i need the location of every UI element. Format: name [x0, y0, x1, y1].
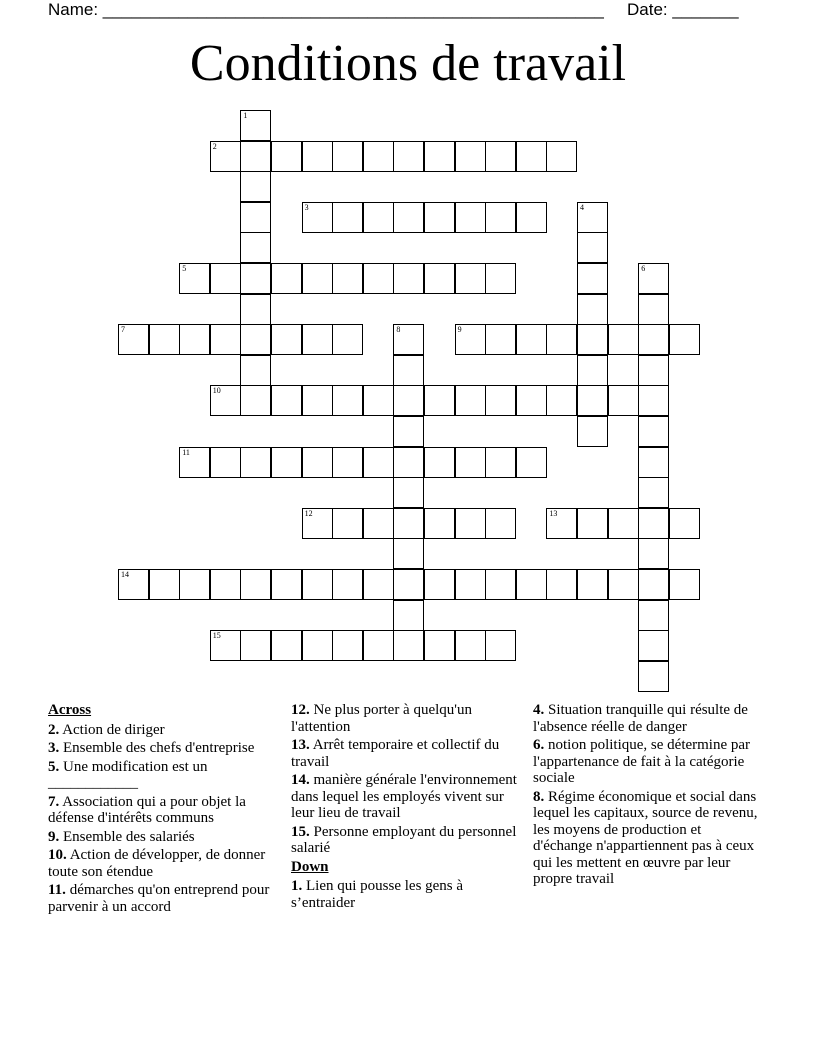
- grid-cell[interactable]: [240, 294, 271, 325]
- page-title: Conditions de travail: [189, 35, 627, 92]
- grid-cell[interactable]: [424, 569, 455, 600]
- grid-cell[interactable]: [577, 232, 608, 263]
- grid-cell[interactable]: [546, 324, 577, 355]
- grid-cell[interactable]: [271, 447, 302, 478]
- grid-cell[interactable]: [393, 508, 424, 539]
- grid-cell[interactable]: [608, 569, 639, 600]
- grid-cell[interactable]: [363, 508, 394, 539]
- grid-cell[interactable]: [240, 447, 271, 478]
- grid-cell[interactable]: [424, 447, 455, 478]
- grid-cell[interactable]: [271, 141, 302, 172]
- grid-cell[interactable]: [393, 416, 424, 447]
- clue-column-2: [291, 702, 521, 913]
- grid-cell[interactable]: [302, 447, 333, 478]
- grid-cell[interactable]: [669, 508, 700, 539]
- grid-cell[interactable]: [485, 385, 516, 416]
- grid-cell[interactable]: [516, 202, 547, 233]
- grid-cell[interactable]: [577, 202, 608, 233]
- grid-cell[interactable]: [393, 385, 424, 416]
- grid-cell[interactable]: [393, 141, 424, 172]
- clue-across-9: 9. Ensemble des salariés: [48, 828, 195, 845]
- grid-cell[interactable]: [302, 385, 333, 416]
- grid-cell[interactable]: [240, 141, 271, 172]
- grid-cell[interactable]: [210, 263, 241, 294]
- cell-number: 6: [641, 264, 646, 273]
- grid-cell[interactable]: [485, 324, 516, 355]
- grid-cell[interactable]: [332, 508, 363, 539]
- grid-cell[interactable]: [302, 202, 333, 233]
- grid-cell[interactable]: [363, 447, 394, 478]
- grid-cell[interactable]: [393, 630, 424, 661]
- clue-down-4: 4. Situation tranquille qui résulte de l'absence réelle de danger: [533, 702, 748, 735]
- grid-cell[interactable]: [516, 385, 547, 416]
- grid-cell[interactable]: [271, 385, 302, 416]
- grid-cell[interactable]: [577, 294, 608, 325]
- grid-cell[interactable]: [179, 447, 210, 478]
- grid-cell[interactable]: [455, 263, 486, 294]
- grid-cell[interactable]: [608, 385, 639, 416]
- clue-down-1: 1. Lien qui pousse les gens à s’entraider: [291, 878, 464, 911]
- grid-cell[interactable]: [179, 569, 210, 600]
- grid-cell[interactable]: [332, 447, 363, 478]
- grid-cell[interactable]: [332, 141, 363, 172]
- grid-cell[interactable]: [240, 232, 271, 263]
- grid-cell[interactable]: [179, 324, 210, 355]
- grid-cell[interactable]: [577, 324, 608, 355]
- cell-number: 4: [580, 202, 584, 212]
- grid-cell[interactable]: [240, 263, 271, 294]
- grid-cell[interactable]: [393, 355, 424, 386]
- grid-cell[interactable]: [210, 324, 241, 355]
- cell-number: 14: [121, 570, 129, 579]
- grid-cell[interactable]: [118, 324, 149, 355]
- clue-down-6: 6. notion politique, se détermine par l'appartenance de fait à la catégorie sociale: [533, 737, 751, 786]
- clue-across-2: 2. Action de diriger: [48, 721, 165, 738]
- grid-cell[interactable]: [302, 630, 333, 661]
- grid-cell[interactable]: [210, 447, 241, 478]
- grid-cell[interactable]: [240, 202, 271, 233]
- grid-cell[interactable]: [118, 569, 149, 600]
- grid-cell[interactable]: [302, 141, 333, 172]
- grid-cell[interactable]: [271, 630, 302, 661]
- grid-cell[interactable]: [546, 385, 577, 416]
- grid-cell[interactable]: [424, 263, 455, 294]
- clue-column-3: [533, 702, 763, 890]
- clue-across-14: 14. manière générale l'environnement dans lequel les employés vivent sur leur lieu de travail: [291, 772, 517, 821]
- grid-cell[interactable]: [240, 324, 271, 355]
- cell-number: 8: [396, 325, 401, 335]
- cell-number: 9: [457, 325, 462, 335]
- cell-number: 13: [549, 508, 558, 518]
- grid-cell[interactable]: [638, 600, 669, 631]
- grid-cell[interactable]: [271, 263, 302, 294]
- cell-number: 1: [243, 111, 248, 120]
- grid-cell[interactable]: [546, 141, 577, 172]
- grid-cell[interactable]: [455, 202, 486, 233]
- grid-cell[interactable]: [669, 324, 700, 355]
- grid-cell[interactable]: [363, 630, 394, 661]
- grid-cell[interactable]: [638, 661, 669, 692]
- grid-cell[interactable]: [393, 600, 424, 631]
- grid-cell[interactable]: [424, 385, 455, 416]
- grid-cell[interactable]: [210, 141, 241, 172]
- grid-cell[interactable]: [424, 202, 455, 233]
- grid-cell[interactable]: [516, 447, 547, 478]
- grid-cell[interactable]: [363, 385, 394, 416]
- cell-number: 5: [182, 264, 187, 273]
- grid-cell[interactable]: [393, 569, 424, 600]
- grid-cell[interactable]: [485, 141, 516, 172]
- grid-cell[interactable]: [485, 630, 516, 661]
- grid-cell[interactable]: [179, 263, 210, 294]
- grid-cell[interactable]: [240, 171, 271, 202]
- clue-across-13: 13. Arrêt temporaire et collectif du travail: [291, 737, 500, 770]
- grid-cell[interactable]: [240, 355, 271, 386]
- grid-cell[interactable]: [577, 569, 608, 600]
- grid-cell[interactable]: [363, 202, 394, 233]
- grid-cell[interactable]: [332, 385, 363, 416]
- grid-cell[interactable]: [638, 263, 669, 294]
- grid-cell[interactable]: [332, 202, 363, 233]
- grid-cell[interactable]: [149, 569, 180, 600]
- clue-column-1: [48, 702, 278, 917]
- grid-cell[interactable]: [455, 447, 486, 478]
- cell-number: 10: [212, 386, 221, 396]
- grid-cell[interactable]: [149, 324, 180, 355]
- grid-cell[interactable]: [485, 202, 516, 233]
- clue-down-8: 8. Régime économique et social dans lequel les capitaux, source de revenu, les moyens de production et d'échange n'appartiennent pas à ceux qui les mettent en œuvre par leur propre travail: [533, 788, 758, 887]
- grid-cell[interactable]: [546, 508, 577, 539]
- grid-cell[interactable]: [577, 416, 608, 447]
- grid-cell[interactable]: [240, 569, 271, 600]
- grid-cell[interactable]: [393, 477, 424, 508]
- grid-cell[interactable]: [393, 447, 424, 478]
- grid-cell[interactable]: [638, 416, 669, 447]
- grid-cell[interactable]: [424, 630, 455, 661]
- grid-cell[interactable]: [608, 324, 639, 355]
- grid-cell[interactable]: [302, 263, 333, 294]
- grid-cell[interactable]: [455, 385, 486, 416]
- grid-cell[interactable]: [393, 263, 424, 294]
- name-field[interactable]: Name: _____________________________________________________: [48, 0, 604, 19]
- clue-across-11: 11. démarches qu'on entreprend pour parvenir à un accord: [48, 882, 270, 915]
- grid-cell[interactable]: [455, 324, 486, 355]
- cell-number: 11: [182, 447, 190, 457]
- cell-number: 3: [304, 202, 309, 212]
- grid-cell[interactable]: [485, 508, 516, 539]
- grid-cell[interactable]: [638, 569, 669, 600]
- grid-cell[interactable]: [271, 569, 302, 600]
- grid-cell[interactable]: [210, 385, 241, 416]
- date-field[interactable]: Date: _______: [627, 0, 739, 19]
- grid-cell[interactable]: [638, 294, 669, 325]
- grid-cell[interactable]: [393, 538, 424, 569]
- grid-cell[interactable]: [393, 202, 424, 233]
- grid-cell[interactable]: [302, 508, 333, 539]
- grid-cell[interactable]: [271, 324, 302, 355]
- grid-cell[interactable]: [455, 141, 486, 172]
- grid-cell[interactable]: [332, 263, 363, 294]
- clue-across-3: 3. Ensemble des chefs d'entreprise: [48, 740, 255, 756]
- grid-cell[interactable]: [455, 569, 486, 600]
- grid-cell[interactable]: [455, 508, 486, 539]
- grid-cell[interactable]: [240, 110, 271, 141]
- cell-number: 15: [212, 631, 221, 641]
- grid-cell[interactable]: [577, 263, 608, 294]
- grid-cell[interactable]: [363, 569, 394, 600]
- grid-cell[interactable]: [638, 477, 669, 508]
- grid-cell[interactable]: [638, 538, 669, 569]
- grid-cell[interactable]: [240, 385, 271, 416]
- cell-number: 2: [212, 141, 217, 151]
- grid-cell[interactable]: [516, 141, 547, 172]
- grid-cell[interactable]: [332, 630, 363, 661]
- clue-across-7: 7. Association qui a pour objet la défense d'intérêts communs: [48, 793, 246, 826]
- cell-number: 12: [304, 508, 313, 518]
- grid-cell[interactable]: [577, 355, 608, 386]
- grid-cell[interactable]: [638, 508, 669, 539]
- grid-cell[interactable]: [669, 569, 700, 600]
- grid-cell[interactable]: [485, 263, 516, 294]
- down-heading: Down: [291, 858, 329, 875]
- grid-cell[interactable]: [332, 324, 363, 355]
- grid-cell[interactable]: [393, 324, 424, 355]
- grid-cell[interactable]: [516, 569, 547, 600]
- clue-across-10: 10. Action de développer, de donner toute son étendue: [48, 847, 266, 880]
- grid-cell[interactable]: [577, 508, 608, 539]
- grid-cell[interactable]: [302, 324, 333, 355]
- clue-across-5: 5. Une modification est un ____________: [48, 758, 208, 791]
- grid-cell[interactable]: [363, 141, 394, 172]
- grid-cell[interactable]: [516, 324, 547, 355]
- grid-cell[interactable]: [577, 385, 608, 416]
- grid-cell[interactable]: [638, 385, 669, 416]
- grid-cell[interactable]: [485, 569, 516, 600]
- grid-cell[interactable]: [638, 355, 669, 386]
- grid-cell[interactable]: [485, 447, 516, 478]
- grid-cell[interactable]: [302, 569, 333, 600]
- grid-cell[interactable]: [210, 569, 241, 600]
- grid-cell[interactable]: [455, 630, 486, 661]
- grid-cell[interactable]: [638, 447, 669, 478]
- grid-cell[interactable]: [424, 141, 455, 172]
- grid-cell[interactable]: [424, 508, 455, 539]
- across-heading: Across: [48, 702, 92, 718]
- grid-cell[interactable]: [210, 630, 241, 661]
- clue-across-12: 12. Ne plus porter à quelqu'un l'attention: [291, 702, 472, 735]
- grid-cell[interactable]: [638, 324, 669, 355]
- grid-cell[interactable]: [240, 630, 271, 661]
- grid-cell[interactable]: [332, 569, 363, 600]
- grid-cell[interactable]: [363, 263, 394, 294]
- grid-cell[interactable]: [638, 630, 669, 661]
- grid-cell[interactable]: [608, 508, 639, 539]
- clue-across-15: 15. Personne employant du personnel salarié: [291, 823, 517, 856]
- cell-number: 7: [121, 325, 125, 335]
- grid-cell[interactable]: [546, 569, 577, 600]
